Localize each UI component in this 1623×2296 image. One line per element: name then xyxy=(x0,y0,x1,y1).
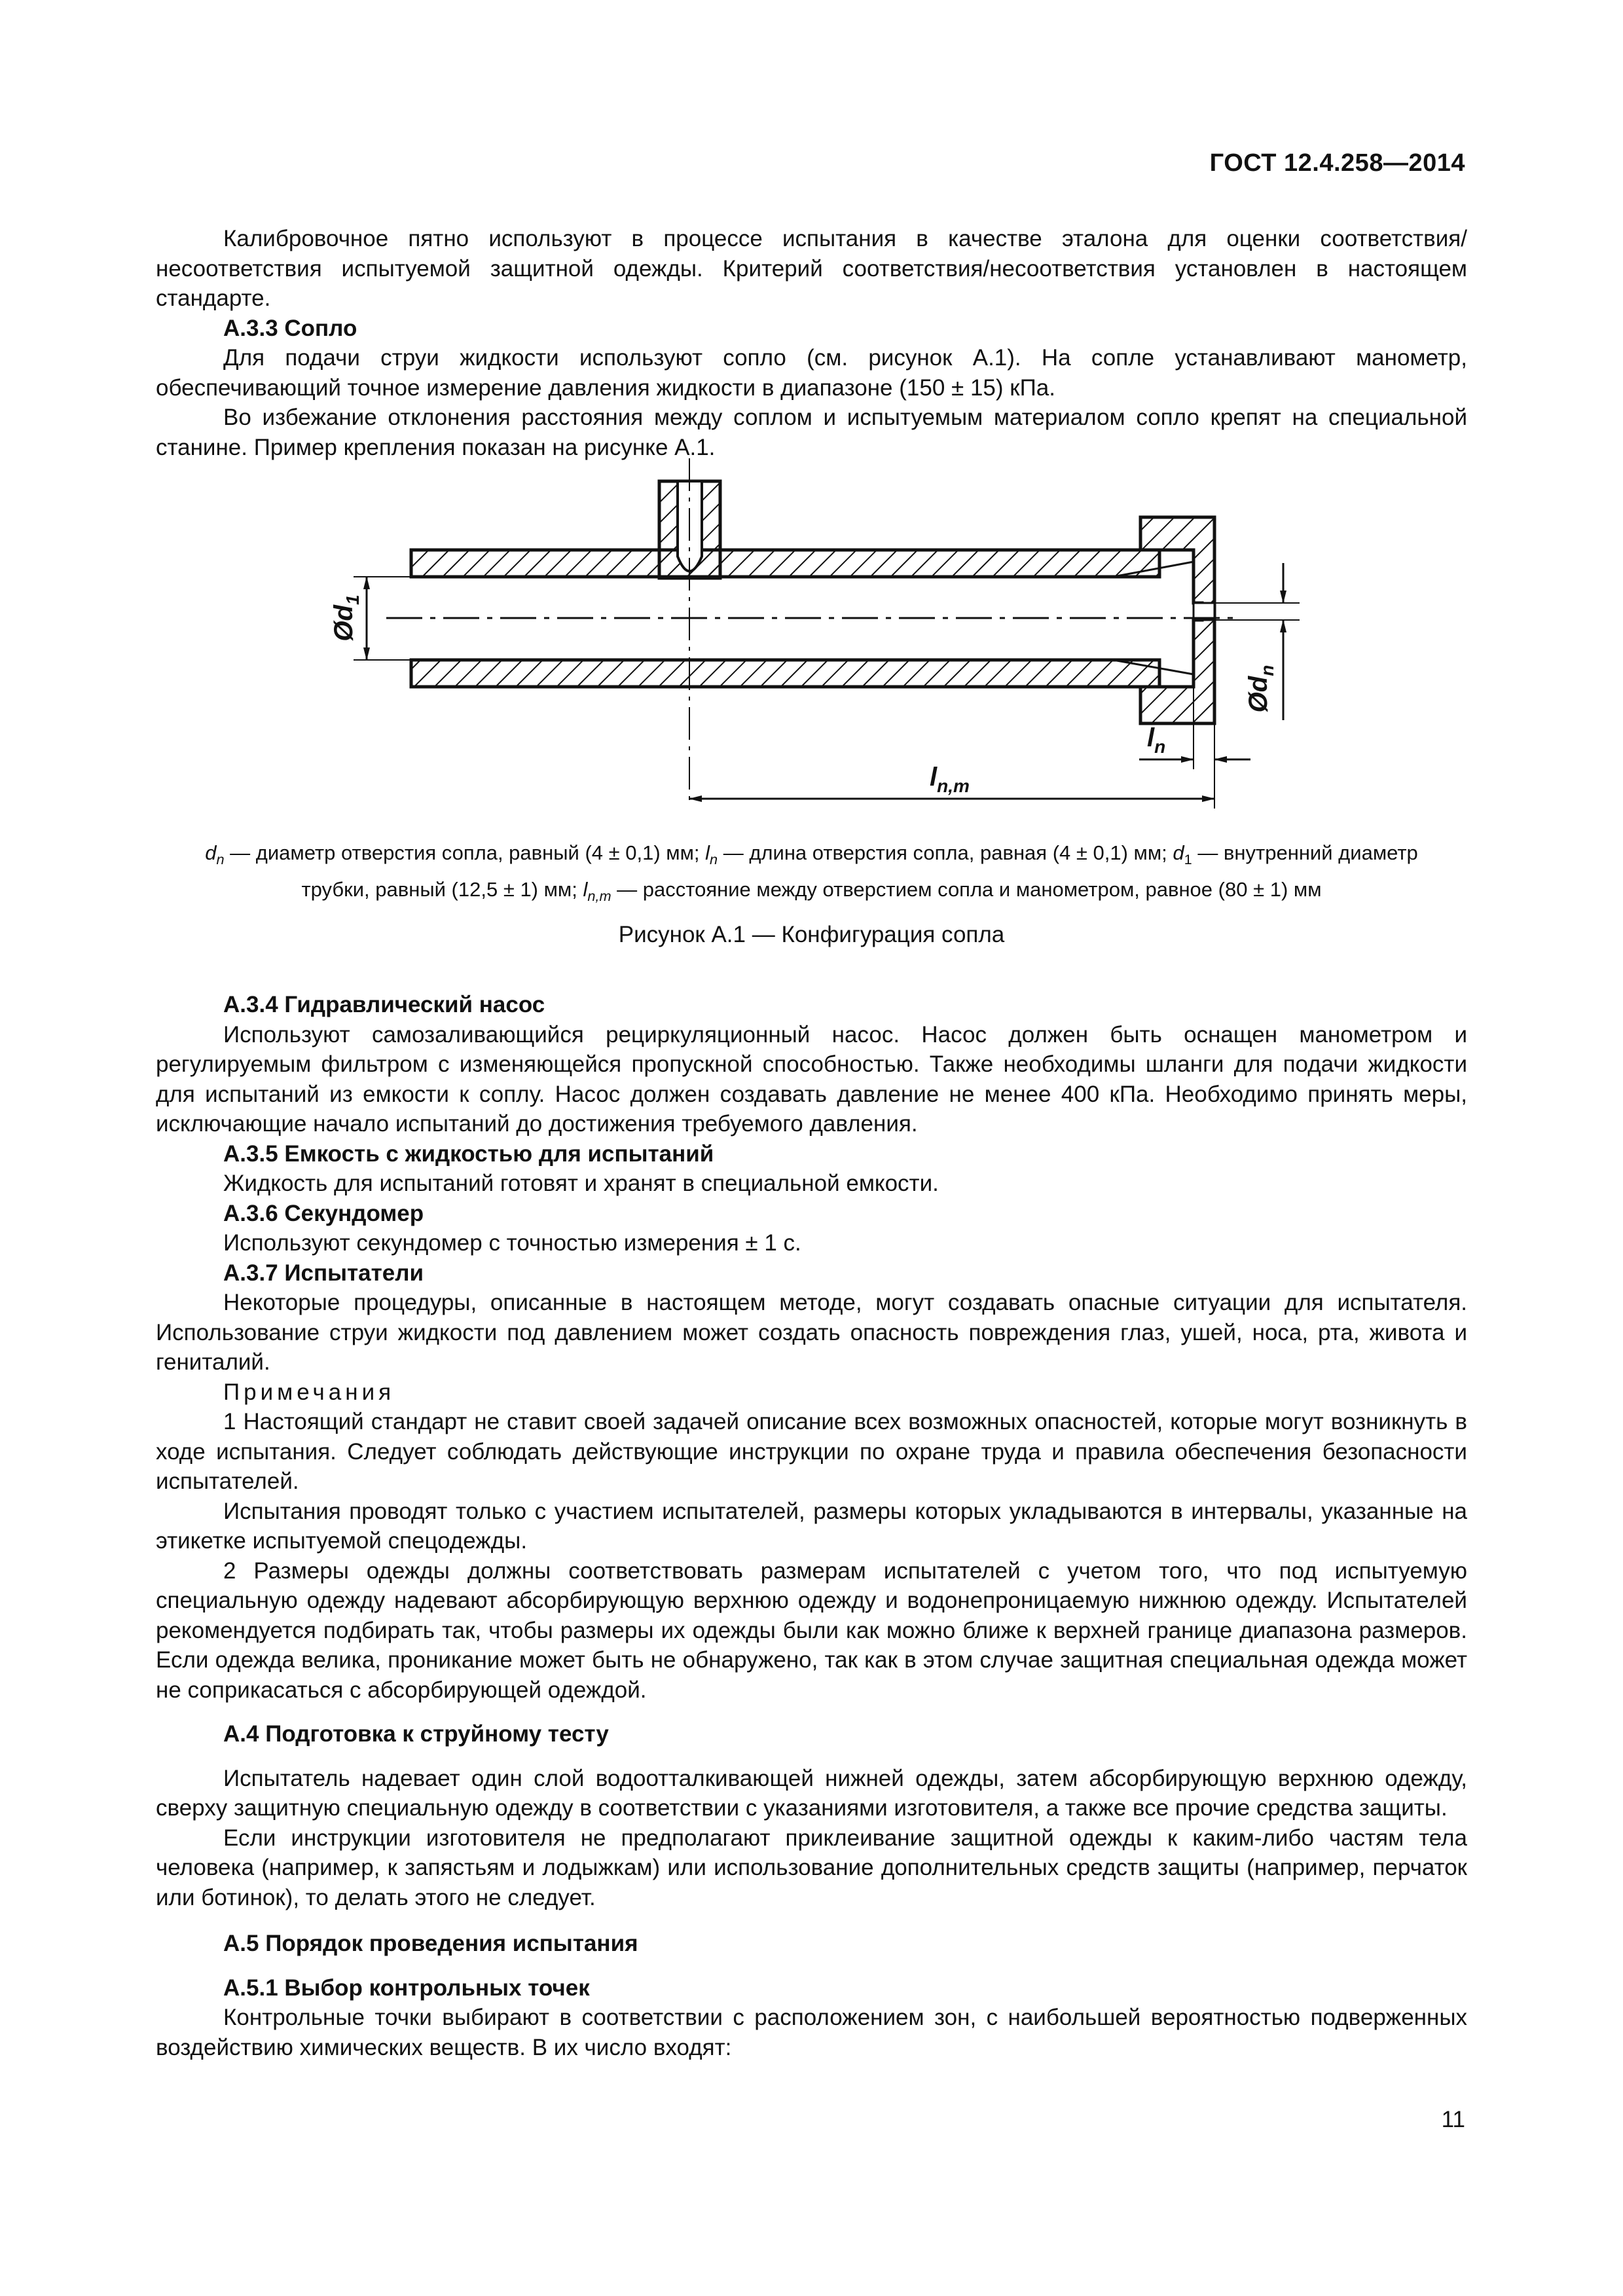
paragraph-container: Жидкость для испытаний готовят и хранят в специальной емкости. xyxy=(223,1171,939,1196)
note-1b: Испытания проводят только с участием испытателей, размеры которых укладываются в интервалы, указанные на этикетке испытуемой спецодежды. xyxy=(156,1498,1467,1554)
figure-caption: Рисунок А.1 — Конфигурация сопла xyxy=(618,922,1005,947)
page-number: 11 xyxy=(1441,2107,1465,2132)
dn-label: $Ød_n$ xyxy=(1244,665,1277,713)
legend-line-1: $d_n$ — диаметр отверстия сопла, равный (4 ± 0,1) мм; $l_n$ — длина отверстия сопла, равная (4 ± 0,1) мм; $d_1$ — внутренний диаметр xyxy=(205,841,1418,868)
paragraph-calibration: Калибровочное пятно используют в процессе испытания в качестве эталона для оценки соответствия/несоответствия испытуемой защитной одежды. Критерий соответствия/несоответствия установлен в настоящем стандарте. xyxy=(156,226,1467,311)
heading-a35: А.3.5 Емкость с жидкостью для испытаний xyxy=(223,1140,714,1167)
tube-bottom-wall xyxy=(411,660,1159,687)
heading-a36: А.3.6 Секундомер xyxy=(223,1200,424,1226)
heading-a5: А.5 Порядок проведения испытания xyxy=(223,1931,638,1956)
paragraph-nozzle: Для подачи струи жидкости используют сопло (см. рисунок А.1). На сопле устанавливают манометр, обеспечивающий точное измерение давления жидкости в диапазоне (150 ± 15) кПа. xyxy=(156,345,1467,401)
heading-a33: А.3.3 Сопло xyxy=(223,315,357,341)
paragraph-instructions: Если инструкции изготовителя не предполагают приклеивание защитной одежды к каким-либо частям тела человека (например, к запястьям и лодыжкам) или использование дополнительных средств защиты (например, перчаток или ботинок), то делать этого не следует. xyxy=(156,1825,1467,1910)
paragraph-control-points: Контрольные точки выбирают в соответствии с расположением зон, с наибольшей вероятностью подверженных воздействию химических веществ. В их число входят: xyxy=(156,2005,1467,2060)
paragraph-stopwatch: Используют секундомер с точностью измерения ± 1 с. xyxy=(223,1230,801,1256)
nozzle-figure xyxy=(0,0,1623,838)
paragraph-preparation: Испытатель надевает один слой водоотталкивающей нижней одежды, затем абсорбирующую верхнюю одежду, сверху защитную специальную одежду в соответствии с указаниями изготовителя, а также все прочие средства защиты. xyxy=(156,1765,1467,1821)
figure-legend xyxy=(156,838,1467,911)
note-1: 1 Настоящий стандарт не ставит своей задачей описание всех возможных опасностей, которые могут возникнуть в ходе испытания. Следует соблюдать действующие инструкции по охране труда и правила обеспечения безопасности испытателей. xyxy=(156,1409,1467,1494)
legend-line-2: трубки, равный (12,5 ± 1) мм; $l_{n,m}$ — расстояние между отверстием сопла и манометром, равное (80 ± 1) мм xyxy=(301,878,1322,905)
note-2: 2 Размеры одежды должны соответствовать размерам испытателей с учетом того, что под испытуемую специальную одежду надевают абсорбирующую верхнюю одежду и водонепроницаемую нижнюю одежду. Испытателей рекомендуется подбирать так, чтобы размеры их одежды были как можно ближе к верхней границе диапазона размеров. Если одежда велика, проникание может быть не обнаружено, так как в этом случае защитная специальная одежда может не соприкасаться с абсорбирующей одеждой. xyxy=(156,1558,1467,1703)
standard-header: ГОСТ 12.4.258—2014 xyxy=(1209,149,1465,177)
tube-top-wall xyxy=(411,550,1159,577)
ln-label: $l_n$ xyxy=(1147,723,1166,757)
lnm-label: $l_{n,m}$ xyxy=(930,763,970,796)
heading-a51: А.5.1 Выбор контрольных точек xyxy=(223,1975,590,2001)
heading-a4: А.4 Подготовка к струйному тесту xyxy=(223,1721,609,1747)
d1-label: $Ød_1$ xyxy=(329,594,363,642)
notes-label: Примечания xyxy=(223,1379,395,1405)
bottom-text-block xyxy=(156,990,1467,2062)
heading-a37: А.3.7 Испытатели xyxy=(223,1260,424,1286)
paragraph-mounting: Во избежание отклонения расстояния между соплом и испытуемым материалом сопло крепят на специальной станине. Пример крепления показан на рисунке А.1. xyxy=(156,405,1467,460)
heading-a34: А.3.4 Гидравлический насос xyxy=(223,992,545,1017)
paragraph-pump: Используют самозаливающийся рециркуляционный насос. Насос должен быть оснащен манометром и регулируемым фильтром с изменяющейся пропускной способностью. Также необходимы шланги для подачи жидкости для испытаний из емкости к соплу. Насос должен создавать давление не менее 400 кПа. Необходимо принять меры, исключающие начало испытаний до достижения требуемого давления. xyxy=(156,1021,1467,1137)
paragraph-testers: Некоторые процедуры, описанные в настоящем методе, могут создавать опасные ситуации для испытателя. Использование струи жидкости под давлением может создать опасность повреждения глаз, ушей, носа, рта, живота и гениталий. xyxy=(156,1290,1467,1375)
